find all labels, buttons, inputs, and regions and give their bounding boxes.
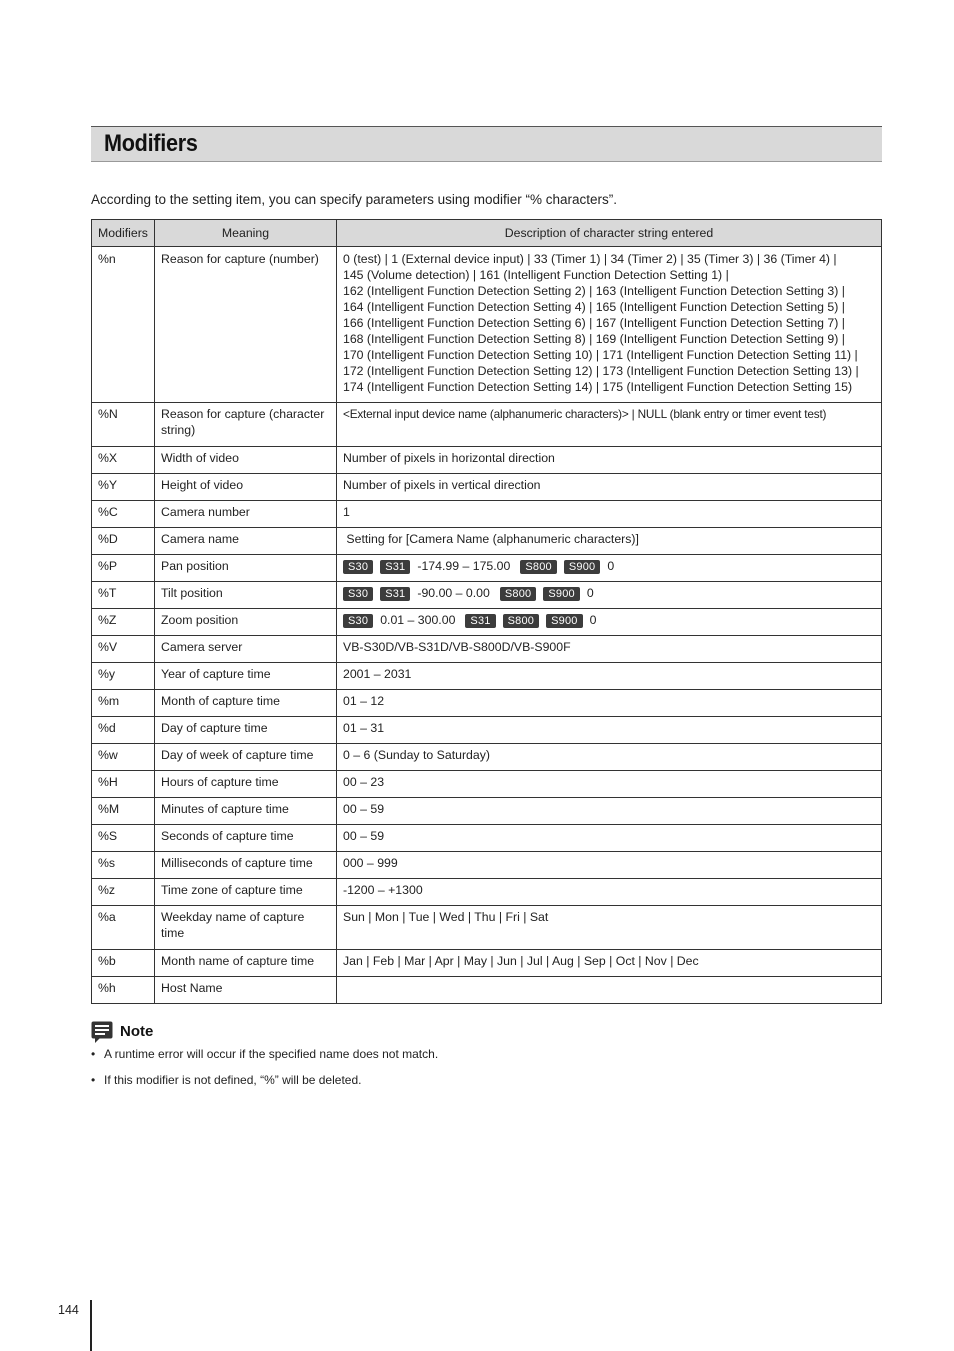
- description-cell: 00 – 59: [337, 798, 882, 825]
- page-divider: [90, 1300, 92, 1351]
- meaning-cell: Seconds of capture time: [155, 825, 337, 852]
- description-cell: 01 – 12: [337, 690, 882, 717]
- description-cell: [337, 247, 882, 403]
- description-line: 145 (Volume detection) | 161 (Intelligent Function Detection Setting 1) |: [343, 268, 729, 282]
- description-line: 166 (Intelligent Function Detection Setting 6) | 167 (Intelligent Function Detection Setting 7) |: [343, 316, 845, 330]
- model-badge: S900: [543, 587, 580, 601]
- modifier-cell: %H: [92, 771, 155, 798]
- table-row: [92, 852, 882, 879]
- fixed-value: 0: [589, 613, 597, 627]
- intro-text: According to the setting item, you can specify parameters using modifier “% characters”.: [91, 192, 617, 207]
- modifier-cell: %P: [92, 555, 155, 582]
- table-row: [92, 663, 882, 690]
- header-meaning: Meaning: [155, 220, 337, 247]
- description-line: 172 (Intelligent Function Detection Setting 12) | 173 (Intelligent Function Detection Setting 13) |: [343, 364, 859, 378]
- meaning-cell: Hours of capture time: [155, 771, 337, 798]
- description-cell: 01 – 31: [337, 717, 882, 744]
- table-row: [92, 798, 882, 825]
- meaning-cell: Width of video: [155, 447, 337, 474]
- meaning-cell: Minutes of capture time: [155, 798, 337, 825]
- modifier-cell: %Z: [92, 609, 155, 636]
- table-row: [92, 582, 882, 609]
- table-row: [92, 690, 882, 717]
- table-row: [92, 771, 882, 798]
- modifier-cell: %z: [92, 879, 155, 906]
- modifier-cell: %C: [92, 501, 155, 528]
- modifier-cell: %d: [92, 717, 155, 744]
- description-cell: 2001 – 2031: [337, 663, 882, 690]
- description-line: 0 (test) | 1 (External device input) | 33 (Timer 1) | 34 (Timer 2) | 35 (Timer 3) | 36 (Timer 4) |: [343, 252, 837, 266]
- modifier-cell: %b: [92, 950, 155, 977]
- header-description: Description of character string entered: [337, 220, 882, 247]
- model-badge: S30: [343, 587, 373, 601]
- section-header: [91, 126, 882, 162]
- modifier-cell: %a: [92, 906, 155, 950]
- header-modifiers: Modifiers: [92, 220, 155, 247]
- description-cell: [337, 555, 882, 582]
- model-badge: S30: [343, 614, 373, 628]
- description-cell: 00 – 23: [337, 771, 882, 798]
- description-cell: Sun | Mon | Tue | Wed | Thu | Fri | Sat: [337, 906, 882, 950]
- description-cell: -1200 – +1300: [337, 879, 882, 906]
- modifier-cell: %Y: [92, 474, 155, 501]
- note-list: [91, 1047, 791, 1099]
- modifier-cell: %X: [92, 447, 155, 474]
- model-badge: S31: [380, 560, 410, 574]
- table-row: [92, 609, 882, 636]
- modifier-cell: %n: [92, 247, 155, 403]
- model-badge: S900: [546, 614, 583, 628]
- note-item: • A runtime error will occur if the specified name does not match.: [91, 1047, 791, 1073]
- fixed-value: 0: [607, 559, 615, 573]
- description-cell: [337, 977, 882, 1004]
- note-icon: [91, 1021, 113, 1043]
- description-cell: 00 – 59: [337, 825, 882, 852]
- description-cell: <External input device name (alphanumeric characters)> | NULL (blank entry or timer event test): [337, 403, 882, 447]
- modifier-cell: %D: [92, 528, 155, 555]
- description-cell: Number of pixels in vertical direction: [337, 474, 882, 501]
- meaning-cell: Reason for capture (character string): [155, 403, 337, 447]
- range-value: -174.99 – 175.00: [417, 559, 511, 573]
- meaning-cell: Weekday name of capture time: [155, 906, 337, 950]
- meaning-cell: Milliseconds of capture time: [155, 852, 337, 879]
- table-row: [92, 555, 882, 582]
- description-line: 164 (Intelligent Function Detection Setting 4) | 165 (Intelligent Function Detection Setting 5) |: [343, 300, 845, 314]
- description-cell: [337, 582, 882, 609]
- range-value: 0.01 – 300.00: [380, 613, 456, 627]
- modifier-cell: %V: [92, 636, 155, 663]
- table-row: [92, 474, 882, 501]
- table-row: [92, 717, 882, 744]
- description-cell: [337, 528, 882, 555]
- meaning-cell: Year of capture time: [155, 663, 337, 690]
- table-row: [92, 906, 882, 950]
- table-row: [92, 950, 882, 977]
- description-text: Setting for [Camera Name (alphanumeric characters)]: [346, 532, 639, 546]
- table-row: [92, 977, 882, 1004]
- model-badge: S31: [380, 587, 410, 601]
- meaning-cell: Pan position: [155, 555, 337, 582]
- description-cell: VB-S30D/VB-S31D/VB-S800D/VB-S900F: [337, 636, 882, 663]
- meaning-cell: Day of week of capture time: [155, 744, 337, 771]
- model-badge: S800: [503, 614, 540, 628]
- description-line: 174 (Intelligent Function Detection Setting 14) | 175 (Intelligent Function Detection Setting 15): [343, 380, 853, 394]
- description-line: 168 (Intelligent Function Detection Setting 8) | 169 (Intelligent Function Detection Setting 9) |: [343, 332, 845, 346]
- meaning-cell: Camera number: [155, 501, 337, 528]
- modifiers-table: [91, 219, 882, 1004]
- table-header-row: [92, 220, 882, 247]
- meaning-cell: Month name of capture time: [155, 950, 337, 977]
- meaning-cell: Camera server: [155, 636, 337, 663]
- table-row: [92, 403, 882, 447]
- modifier-cell: %s: [92, 852, 155, 879]
- note-item: • If this modifier is not defined, “%” will be deleted.: [91, 1073, 791, 1099]
- modifier-cell: %h: [92, 977, 155, 1004]
- meaning-cell: Time zone of capture time: [155, 879, 337, 906]
- model-badge: S800: [500, 587, 537, 601]
- modifier-cell: %m: [92, 690, 155, 717]
- range-value: -90.00 – 0.00: [417, 586, 490, 600]
- description-cell: Number of pixels in horizontal direction: [337, 447, 882, 474]
- modifier-cell: %w: [92, 744, 155, 771]
- model-badge: S900: [564, 560, 601, 574]
- modifier-cell: %T: [92, 582, 155, 609]
- description-cell: [337, 609, 882, 636]
- meaning-cell: Reason for capture (number): [155, 247, 337, 403]
- model-badge: S800: [520, 560, 557, 574]
- table-row: [92, 744, 882, 771]
- fixed-value: 0: [586, 586, 594, 600]
- table-row: [92, 447, 882, 474]
- meaning-cell: Day of capture time: [155, 717, 337, 744]
- table-row: [92, 247, 882, 403]
- description-cell: 0 – 6 (Sunday to Saturday): [337, 744, 882, 771]
- meaning-cell: Camera name: [155, 528, 337, 555]
- modifier-cell: %S: [92, 825, 155, 852]
- description-cell: 1: [337, 501, 882, 528]
- note-title: Note: [120, 1023, 154, 1040]
- meaning-cell: Month of capture time: [155, 690, 337, 717]
- table-row: [92, 528, 882, 555]
- modifier-cell: %N: [92, 403, 155, 447]
- table-row: [92, 636, 882, 663]
- page-title: Modifiers: [104, 130, 198, 157]
- description-cell: 000 – 999: [337, 852, 882, 879]
- meaning-cell: Height of video: [155, 474, 337, 501]
- model-badge: S30: [343, 560, 373, 574]
- modifier-cell: %y: [92, 663, 155, 690]
- model-badge: S31: [465, 614, 495, 628]
- meaning-cell: Zoom position: [155, 609, 337, 636]
- table-row: [92, 879, 882, 906]
- table-row: [92, 825, 882, 852]
- description-line: 170 (Intelligent Function Detection Setting 10) | 171 (Intelligent Function Detection Setting 11) |: [343, 348, 858, 362]
- description-line: 162 (Intelligent Function Detection Setting 2) | 163 (Intelligent Function Detection Setting 3) |: [343, 284, 845, 298]
- description-cell: Jan | Feb | Mar | Apr | May | Jun | Jul | Aug | Sep | Oct | Nov | Dec: [337, 950, 882, 977]
- page-number: 144: [58, 1303, 79, 1317]
- modifier-cell: %M: [92, 798, 155, 825]
- meaning-cell: Host Name: [155, 977, 337, 1004]
- table-row: [92, 501, 882, 528]
- meaning-cell: Tilt position: [155, 582, 337, 609]
